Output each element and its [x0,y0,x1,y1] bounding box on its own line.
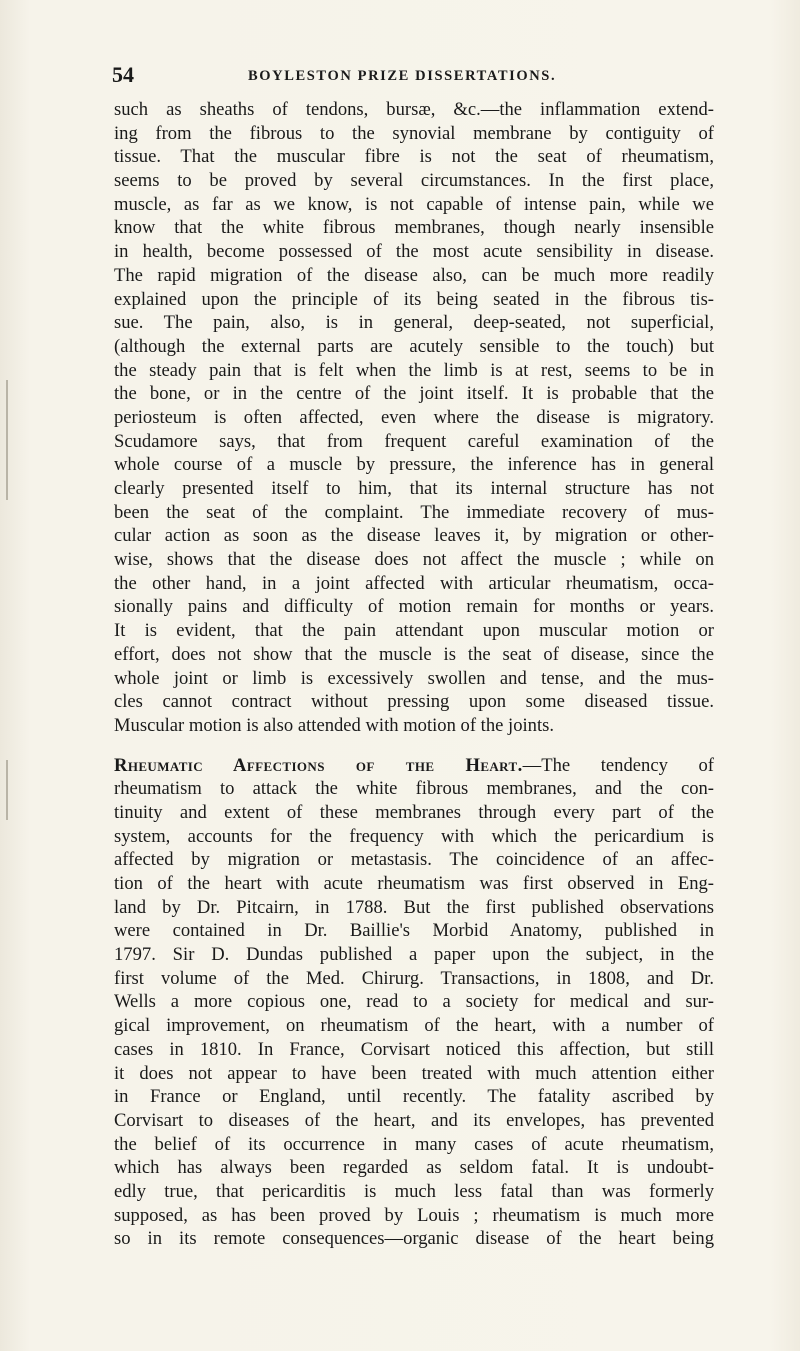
page-number: 54 [112,62,134,87]
text-line: cular action as soon as the disease leaves it, by migration or other- [114,525,714,547]
text-line: Wells a more copious one, read to a society for medical and sur- [114,991,714,1013]
text-line: periosteum is often affected, even where the disease is migratory. [114,406,714,428]
text-line: tissue. That the muscular fibre is not the seat of rheumatism, [114,146,714,168]
text-line: land by Dr. Pitcairn, in 1788. But the first published observations [114,896,714,918]
running-head [112,62,712,88]
text-line: the steady pain that is felt when the limb is at rest, seems to be in [114,359,714,381]
text-line: wise, shows that the disease does not affect the muscle ; while on [114,549,714,571]
text-line: sue. The pain, also, is in general, deep-seated, not superficial, [114,312,714,334]
text-line: tion of the heart with acute rheumatism was first observed in Eng- [114,873,714,894]
text-line: edly true, that pericarditis is much less fatal than was formerly [114,1180,714,1202]
text-line: effort, does not show that the muscle is the seat of disease, since the [114,643,714,665]
text-line: affected by migration or metastasis. The coincidence of an affec- [114,849,714,871]
text-line: clearly presented itself to him, that its internal structure has not [114,478,714,499]
paragraph [114,98,714,738]
text-line: Muscular motion is also attended with motion of the joints. [114,714,555,736]
text-line: the bone, or in the centre of the joint itself. It is probable that the [114,383,714,405]
text-line: know that the white fibrous membranes, though nearly insensible [114,217,714,239]
text-line: ing from the fibrous to the synovial membrane by contiguity of [114,122,714,144]
text-line: in health, become possessed of the most acute sensibility in disease. [114,241,714,263]
text-line: cases in 1810. In France, Corvisart noticed this affection, but still [114,1038,714,1060]
text-line: been the seat of the complaint. The immediate recovery of mus- [114,501,714,523]
page-edge-shadow [6,760,8,820]
text-line: sionally pains and difficulty of motion remain for months or years. [114,596,714,618]
text-line: The rapid migration of the disease also, can be much more readily [114,264,714,286]
section-heading: Rheumatic Affections of the Heart. [114,754,523,776]
text-line: (although the external parts are acutely sensible to the touch) but [114,335,714,357]
body-text [114,98,714,1251]
section-heading-continuation: —The tendency of [522,754,714,776]
text-line: the other hand, in a joint affected with articular rheumatism, occa- [114,572,714,594]
page-edge-shadow [6,380,8,500]
text-line: muscle, as far as we know, is not capable of intense pain, while we [114,193,714,215]
section-paragraph [114,754,714,1251]
text-line: cles cannot contract without pressing upon some diseased tissue. [114,691,714,713]
text-line: were contained in Dr. Baillie's Morbid Anatomy, published in [114,920,714,942]
text-line: It is evident, that the pain attendant upon muscular motion or [114,620,714,642]
text-line: in France or England, until recently. The fatality ascribed by [114,1086,714,1108]
paragraph-gap [114,738,714,754]
text-line: so in its remote consequences—organic disease of the heart being [114,1228,714,1250]
text-line: seems to be proved by several circumstances. In the first place, [114,170,714,192]
text-line: Corvisart to diseases of the heart, and its envelopes, has prevented [114,1109,714,1131]
text-line: which has always been regarded as seldom fatal. It is undoubt- [114,1157,714,1179]
text-line: explained upon the principle of its being seated in the fibrous tis- [114,288,714,310]
text-line: 1797. Sir D. Dundas published a paper upon the subject, in the [114,944,714,966]
text-line: Scudamore says, that from frequent careful examination of the [114,430,714,452]
text-line: whole course of a muscle by pressure, the inference has in general [114,454,714,476]
text-line: rheumatism to attack the white fibrous membranes, and the con- [114,778,714,800]
text-line: it does not appear to have been treated with much attention either [114,1062,714,1084]
text-line [114,754,714,778]
text-line: system, accounts for the frequency with which the pericardium is [114,825,714,847]
text-line: the belief of its occurrence in many cases of acute rheumatism, [114,1133,714,1155]
text-line: tinuity and extent of these membranes through every part of the [114,801,714,823]
text-line: supposed, as has been proved by Louis ; rheumatism is much more [114,1204,714,1226]
text-line: such as sheaths of tendons, bursæ, &c.—the inflammation extend- [114,99,714,120]
text-line: gical improvement, on rheumatism of the heart, with a number of [114,1015,714,1037]
running-title: BOYLESTON PRIZE DISSERTATIONS. [248,68,557,84]
text-line: whole joint or limb is excessively swollen and tense, and the mus- [114,667,714,689]
text-line: first volume of the Med. Chirurg. Transactions, in 1808, and Dr. [114,967,714,989]
